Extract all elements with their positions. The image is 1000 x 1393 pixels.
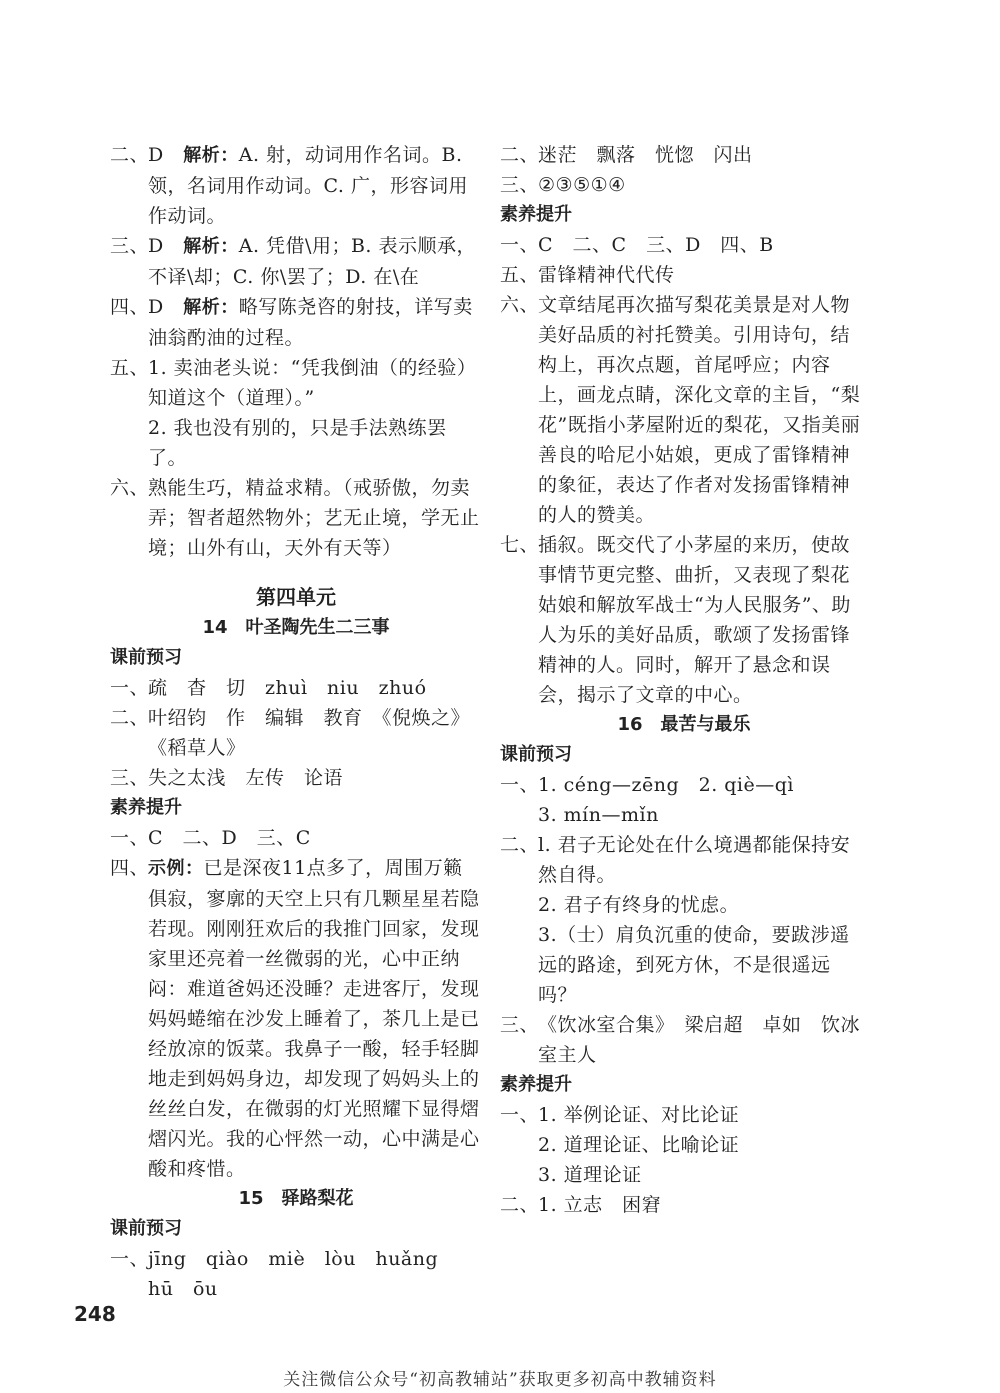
answer-text: C 二、C 三、D 四、B [538,234,774,256]
section-heading: 课前预习 [110,647,182,668]
item-number: 二、 [110,144,150,166]
answer-letter: D [148,144,164,166]
item-number: 三、 [110,235,150,257]
answer-text: 插叙。既交代了小茅屋的来历，使故事情节更完整、曲折，又表现了梨花姑娘和解放军战士“为人民服务”、助人为乐的美好品质，歌颂了发扬雷锋精神的人。同时，解开了悬念和误会，揭示了文章的中心。 [538,534,851,706]
section-heading: 课前预习 [110,1218,182,1239]
answer-text: ②③⑤①④ [538,174,626,196]
answer-text: 失之太浅 左传 论语 [148,767,344,789]
item-number: 二、 [500,1194,540,1216]
item-number: 三、 [110,767,150,789]
item-number: 一、 [500,774,540,796]
analysis-text: A. 凭借\用；B. 表示顺承，不译\却；C. 你\罢了；D. 在\在 [148,235,476,288]
l15-skill-answer-7 [500,530,868,710]
item-number: 二、 [500,834,540,856]
item-number: 二、 [500,144,540,166]
left-column [110,140,482,1304]
item-number: 一、 [500,234,540,256]
l16-skill-answer-2 [500,1190,868,1220]
item-number: 一、 [110,1248,150,1270]
answer-line: 2. 君子有终身的忧虑。 [538,894,740,916]
item-number: 五、 [110,357,150,379]
item-number: 一、 [110,677,150,699]
section-heading: 素养提升 [500,1074,572,1095]
l14-skill-answer-4 [110,853,482,1184]
footer-note: 关注微信公众号“初高教辅站”获取更多初高中教辅资料 [283,1370,717,1390]
answer-text: 雷锋精神代代传 [538,264,675,286]
answer-line: l. 君子无论处在什么境遇都能保持安然自得。 [538,834,851,886]
item-number: 六、 [110,477,150,499]
l15-answer-3 [500,170,868,200]
answer-text: 叶绍钧 作 编辑 教育 《倪焕之》 《稻草人》 [148,707,481,759]
section-heading: 素养提升 [500,204,572,225]
section-heading: 素养提升 [110,797,182,818]
answer-text: 熟能生巧，精益求精。（戒骄傲，勿卖弄；智者超然物外；艺无止境，学无止境；山外有山，天外有天等） [148,477,480,559]
answer-6 [110,473,482,563]
item-number: 五、 [500,264,540,286]
l15-answer-2 [500,140,868,170]
page-number: 248 [74,1302,116,1326]
item-number: 一、 [500,1104,540,1126]
answer-text: jīng qiào miè lòu huǎng hū ōu [148,1248,458,1300]
l14-answer-1 [110,673,482,703]
analysis-text: A. 射，动词用作名词。B. 领，名词用作动词。C. 广，形容词用作动词。 [148,144,468,227]
l15-skill-answer-5 [500,260,868,290]
l16-answer-1 [500,770,868,830]
example-label: 示例： [148,858,204,879]
right-column [500,140,868,1220]
l16-answer-3 [500,1010,868,1070]
answer-line: 3. 道理论证 [538,1164,642,1186]
section-heading: 课前预习 [500,744,572,765]
answer-letter: D [148,296,164,318]
l14-answer-2 [110,703,482,763]
answer-line: 2. 我也没有别的，只是手法熟练罢了。 [148,417,447,469]
answer-text: C 二、D 三、C [148,827,311,849]
analysis-label: 解析： [183,297,239,318]
l14-skill-answer-1 [110,823,482,853]
answer-line: 1. céng—zēng 2. qiè—qì [538,774,794,796]
unit-title: 第四单元 [256,585,336,609]
l14-answer-3 [110,763,482,793]
answer-4 [110,292,482,353]
item-number: 四、 [110,857,150,879]
item-number: 六、 [500,294,540,316]
item-number: 三、 [500,1014,540,1036]
l15-skill-answer-1 [500,230,868,260]
item-number: 二、 [110,707,150,729]
item-number: 七、 [500,534,540,556]
l16-answer-2 [500,830,868,1010]
answer-2 [110,140,482,231]
l15-skill-answer-6 [500,290,868,530]
answer-text: 文章结尾再次描写梨花美景是对人物美好品质的衬托赞美。引用诗句，结构上，再次点题，首尾呼应；内容上，画龙点睛，深化文章的主旨，“梨花”既指小茅屋附近的梨花，又指美丽善良的哈尼小姑娘，更成了雷锋精神的象征，表达了作者对发扬雷锋精神的人的赞美。 [538,294,861,526]
answer-text: 疏 杳 切 zhuì niu zhuó [148,677,427,699]
answer-line: 1. 卖油老头说：“凭我倒油（的经验）知道这个（道理）。” [148,357,477,409]
lesson-title-15: 15 驿路梨花 [238,1188,354,1209]
answer-letter: D [148,235,164,257]
answer-line: 3.（士）肩负沉重的使命，要跋涉遥远的路途，到死方休，不是很遥远吗？ [538,924,850,1006]
analysis-label: 解析： [183,145,239,166]
answer-3 [110,231,482,292]
item-number: 一、 [110,827,150,849]
answer-text: 1. 立志 困窘 [538,1194,662,1216]
answer-line: 3. mín—mǐn [538,804,659,826]
answer-text: 《饮冰室合集》 梁启超 卓如 饮冰室主人 [538,1014,861,1066]
lesson-title-14: 14 叶圣陶先生二三事 [202,617,390,638]
l16-skill-answer-1 [500,1100,868,1190]
lesson-title-16: 16 最苦与最乐 [617,714,751,735]
analysis-label: 解析： [183,236,239,257]
answer-line: 1. 举例论证、对比论证 [538,1104,740,1126]
answer-line: 2. 道理论证、比喻论证 [538,1134,740,1156]
l15-answer-1 [110,1244,482,1304]
answer-5 [110,353,482,473]
analysis-text: 略写陈尧咨的射技，详写卖油翁酌油的过程。 [148,296,473,349]
answer-text: 已是深夜11点多了，周围万籁俱寂，寥廓的天空上只有几颗星星若隐若现。刚刚狂欢后的我推门回家，发现家里还亮着一丝微弱的光，心中正纳闷：难道爸妈还没睡？走进客厅，发现妈妈蜷缩在沙发上睡着了，茶几上是已经放凉的饭菜。我鼻子一酸，轻手轻脚地走到妈妈身边，却发现了妈妈头上的丝丝白发，在微弱的灯光照耀下显得熠熠闪光。我的心怦然一动，心中满是心酸和疼惜。 [148,857,480,1180]
item-number: 四、 [110,296,150,318]
answer-text: 迷茫 飘落 恍惚 闪出 [538,144,753,166]
item-number: 三、 [500,174,540,196]
